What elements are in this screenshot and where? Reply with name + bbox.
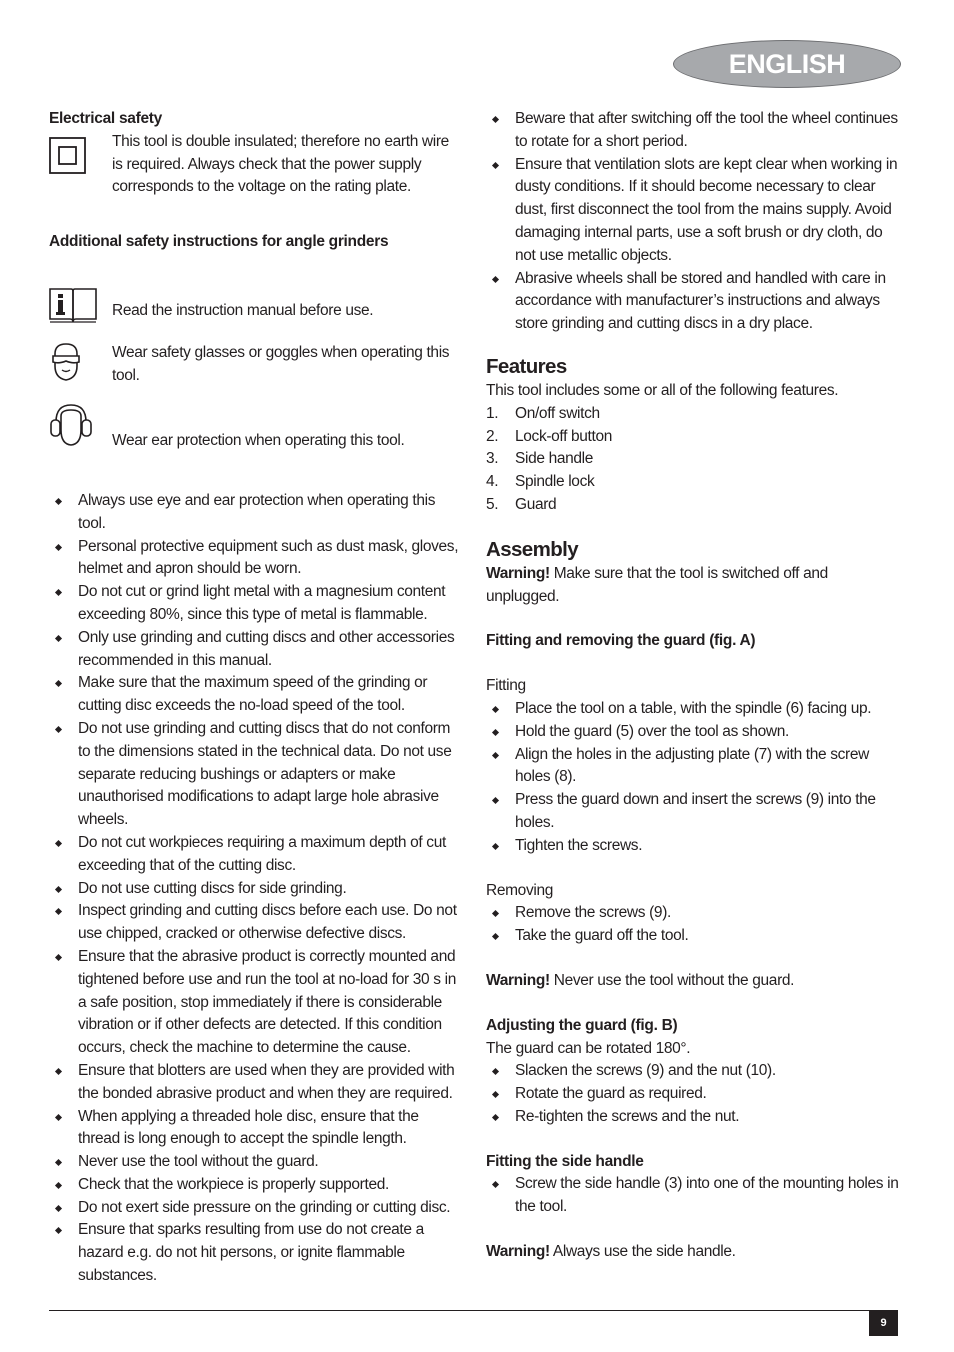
footer-divider	[49, 1310, 898, 1311]
list-item: Never use the tool without the guard.	[49, 1151, 461, 1174]
ear-row-text: Wear ear protection when operating this tool.	[112, 431, 405, 449]
list-item: Personal protective equipment such as dust mask, gloves, helmet and apron should be worn.	[49, 536, 461, 582]
list-item: Screw the side handle (3) into one of the mounting holes in the tool.	[486, 1173, 904, 1219]
adjust-guard-heading: Adjusting the guard (fig. B)	[486, 1016, 678, 1034]
glasses-row-text: Wear safety glasses or goggles when operating this tool.	[112, 343, 450, 384]
list-item: Do not use grinding and cutting discs that do not conform to the dimensions stated in the technical data. Do not use separate reducing bushings or adapters or make unauthorised modifications to adapt large hole abrasive wheels.	[49, 718, 461, 832]
fitting-steps	[486, 698, 904, 858]
list-item: 1. On/off switch	[486, 404, 600, 422]
right-column	[486, 108, 904, 1264]
side-handle-warning: Warning! Always use the side handle.	[486, 1243, 736, 1261]
instruction-manual-icon	[49, 286, 97, 334]
list-item: Do not cut or grind light metal with a magnesium content exceeding 80%, since this type of metal is flammable.	[49, 581, 461, 627]
ear-row	[49, 410, 461, 478]
adjust-guard-intro: The guard can be rotated 180°.	[486, 1039, 691, 1057]
list-item: Always use eye and ear protection when operating this tool.	[49, 490, 461, 536]
side-handle-heading: Fitting the side handle	[486, 1152, 644, 1170]
left-column	[49, 108, 461, 1288]
electrical-safety-heading: Electrical safety	[49, 110, 162, 127]
list-item: Ensure that the abrasive product is correctly mounted and tightened before use and run the tool at no-load for 30 s in a safe position, stop immediately if there is considerable vibration or if other defects are detected. If this condition occurs, check the machine to determine the cause.	[49, 946, 461, 1060]
guard-warning: Warning! Never use the tool without the guard.	[486, 971, 795, 989]
list-item: Only use grinding and cutting discs and other accessories recommended in this manual.	[49, 627, 461, 673]
safety-bullet-list	[49, 490, 461, 1288]
list-item: Do not cut workpieces requiring a maximum depth of cut exceeding that of the cutting disc.	[49, 832, 461, 878]
list-item: 3. Side handle	[486, 450, 594, 468]
list-item: Remove the screws (9).	[486, 902, 904, 925]
list-item: Abrasive wheels shall be stored and handled with care in accordance with manufacturer’s instructions and always store grinding and cutting discs in a dry place.	[486, 268, 904, 336]
list-item: 5. Guard	[486, 495, 557, 513]
list-item: Place the tool on a table, with the spindle (6) facing up.	[486, 698, 904, 721]
safety-glasses-icon	[49, 342, 83, 390]
list-item: When applying a threaded hole disc, ensure that the thread is long enough to accept the spindle length.	[49, 1106, 461, 1152]
features-intro: This tool includes some or all of the following features.	[486, 381, 839, 399]
assembly-heading: Assembly	[486, 537, 579, 561]
list-item: Do not exert side pressure on the grinding or cutting disc.	[49, 1197, 461, 1220]
language-badge: ENGLISH	[673, 40, 901, 88]
list-item: Ensure that sparks resulting from use do not create a hazard e.g. do not hit persons, or ignite flammable substances.	[49, 1219, 461, 1287]
list-item: Rotate the guard as required.	[486, 1083, 904, 1106]
list-item: Ensure that ventilation slots are kept clear when working in dusty conditions. If it should become necessary to clear dust, first disconnect the tool from the mains supply. Avoid damaging internal parts, use a soft brush or dry cloth, do not use metallic objects.	[486, 154, 904, 268]
list-item: Inspect grinding and cutting discs before each use. Do not use chipped, cracked or otherwise defective discs.	[49, 900, 461, 946]
ear-protection-icon	[49, 402, 93, 456]
glasses-row	[49, 342, 461, 410]
storage-bullet-list	[486, 108, 904, 336]
double-insulation-text: This tool is double insulated; therefore no earth wire is required. Always check that the power supply corresponds to the voltage on the rating plate.	[112, 132, 449, 196]
removing-label: Removing	[486, 881, 553, 899]
list-item: Re-tighten the screws and the nut.	[486, 1106, 904, 1129]
fitting-label: Fitting	[486, 677, 526, 695]
adjust-steps	[486, 1060, 904, 1128]
manual-row-text: Read the instruction manual before use.	[112, 301, 374, 319]
side-handle-steps	[486, 1173, 904, 1219]
removing-steps	[486, 902, 904, 948]
page-number: 9	[869, 1311, 898, 1336]
list-item: Slacken the screws (9) and the nut (10).	[486, 1060, 904, 1083]
list-item: Take the guard off the tool.	[486, 925, 904, 948]
assembly-warning: Warning! Make sure that the tool is switched off and unplugged.	[486, 564, 828, 605]
list-item: Do not use cutting discs for side grinding.	[49, 878, 461, 901]
list-item: Align the holes in the adjusting plate (7) with the screw holes (8).	[486, 744, 904, 790]
list-item: Beware that after switching off the tool the wheel continues to rotate for a short period.	[486, 108, 904, 154]
guard-heading: Fitting and removing the guard (fig. A)	[486, 632, 756, 650]
list-item: Hold the guard (5) over the tool as shown.	[486, 721, 904, 744]
list-item: Check that the workpiece is properly supported.	[49, 1174, 461, 1197]
list-item: 2. Lock-off button	[486, 427, 613, 445]
features-list	[486, 403, 904, 517]
double-insulation-icon	[49, 137, 86, 182]
double-insulation-row	[49, 131, 461, 199]
list-item: 4. Spindle lock	[486, 473, 595, 491]
features-heading: Features	[486, 354, 567, 378]
manual-row	[49, 296, 461, 342]
additional-safety-heading: Additional safety instructions for angle grinders	[49, 233, 389, 251]
list-item: Tighten the screws.	[486, 835, 904, 858]
list-item: Make sure that the maximum speed of the grinding or cutting disc exceeds the no-load speed of the tool.	[49, 672, 461, 718]
list-item: Press the guard down and insert the screws (9) into the holes.	[486, 789, 904, 835]
list-item: Ensure that blotters are used when they are provided with the bonded abrasive product and when they are required.	[49, 1060, 461, 1106]
